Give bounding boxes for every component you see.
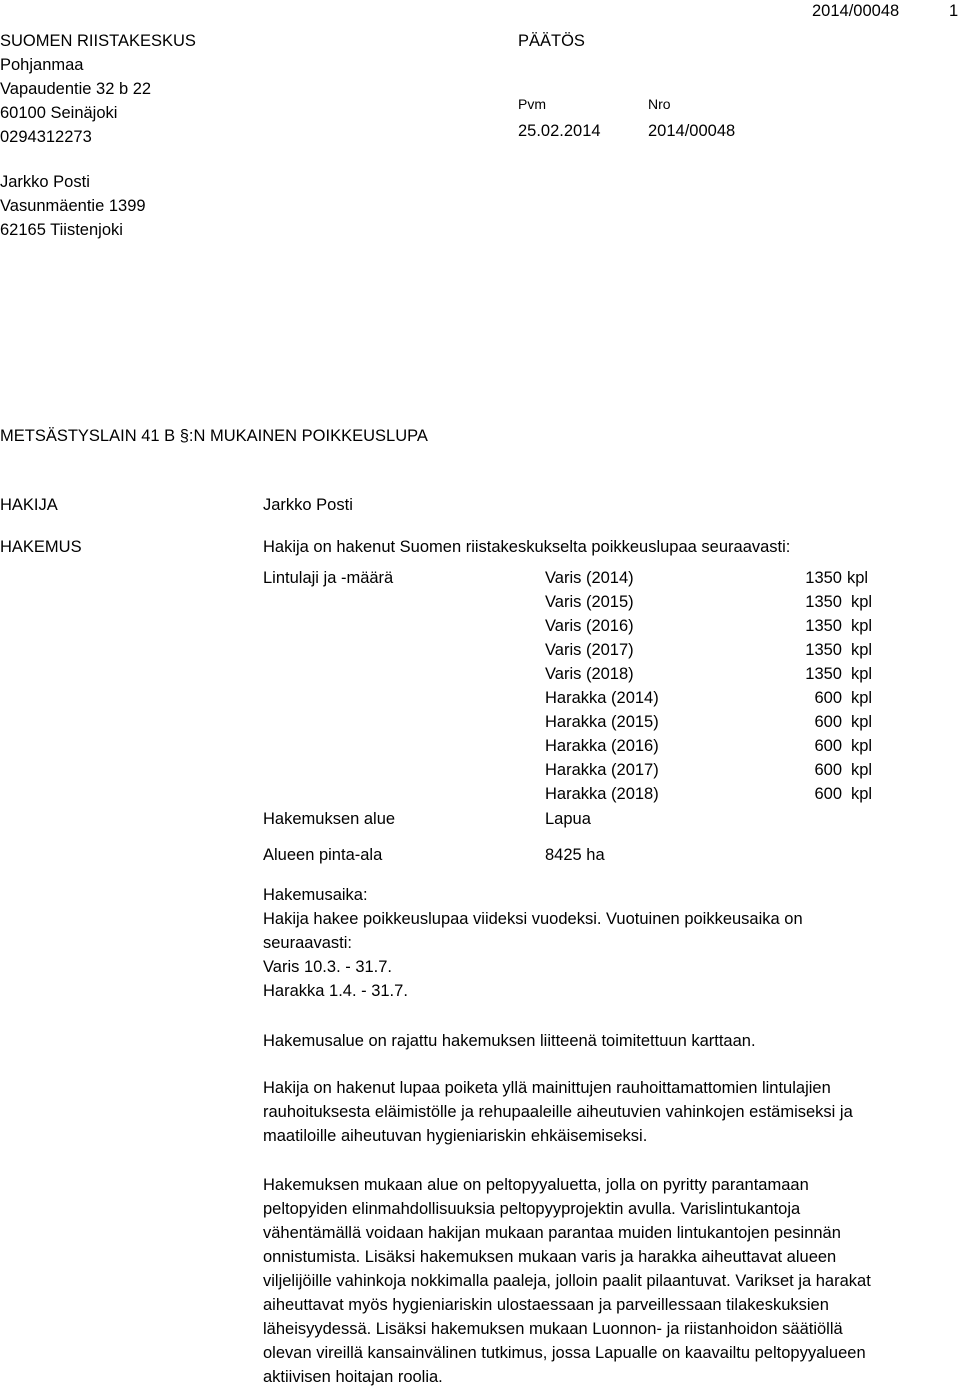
area-value: Lapua: [545, 810, 591, 828]
text-line: Hakija on hakenut lupaa poiketa yllä mainittujen rauhoittamattomien lintulajien: [263, 1079, 831, 1097]
pvm-value: 25.02.2014: [518, 122, 601, 140]
text-line: vähentämällä voidaan hakijan mukaan parantaa muiden lintukantojen pesinnän: [263, 1224, 841, 1242]
species-unit: kpl: [851, 617, 873, 635]
species-unit: kpl: [851, 689, 873, 707]
size-value: 8425 ha: [545, 846, 605, 864]
page-number: 1: [949, 2, 959, 20]
species-unit: kpl: [851, 737, 873, 755]
page-header-ref: 2014/00048: [812, 2, 900, 20]
species-count: 600: [814, 785, 842, 803]
document-heading: METSÄSTYSLAIN 41 B §:N MUKAINEN POIKKEUSLUPA: [0, 427, 428, 445]
paragraph-area-map: Hakemusalue on rajattu hakemuksen liitteenä toimitettuun karttaan.: [263, 1032, 756, 1050]
species-unit: kpl: [851, 665, 873, 683]
species-count: 600: [814, 761, 842, 779]
recipient-street: Vasunmäentie 1399: [0, 197, 146, 215]
text-line: Varis 10.3. - 31.7.: [263, 958, 393, 976]
paragraph-details: [263, 1173, 953, 1389]
species-name: Varis (2014): [545, 569, 634, 587]
text-line: aiheuttavat myös hygieniariskin ulostaessaan ja parveillessaan tilakeskuksien: [263, 1296, 829, 1314]
text-line: onnistumista. Lisäksi hakemuksen mukaan varis ja harakka aiheuttavat alueen: [263, 1248, 837, 1266]
species-name: Harakka (2018): [545, 785, 659, 803]
text-line: peltopyiden elinmahdollisuuksia peltopyyprojektin avulla. Varislintukantoja: [263, 1200, 801, 1218]
pvm-label: Pvm: [518, 96, 546, 112]
area-label: Hakemuksen alue: [263, 810, 396, 828]
species-count: 600: [814, 689, 842, 707]
species-name: Harakka (2016): [545, 737, 659, 755]
species-name: Varis (2018): [545, 665, 634, 683]
species-label: Lintulaji ja -määrä: [263, 569, 394, 587]
species-unit: kpl: [851, 641, 873, 659]
species-name: Harakka (2015): [545, 713, 659, 731]
text-line: Harakka 1.4. - 31.7.: [263, 982, 408, 1000]
text-line: Hakemuksen mukaan alue on peltopyyaluetta, jolla on pyritty parantamaan: [263, 1176, 809, 1194]
recipient-name: Jarkko Posti: [0, 173, 90, 191]
text-line: läheisyydessä. Lisäksi hakemuksen mukaan Luonnon- ja riistanhoidon säätiöllä: [263, 1320, 843, 1338]
nro-label: Nro: [648, 96, 671, 112]
hakija-value: Jarkko Posti: [263, 496, 353, 514]
species-name: Varis (2017): [545, 641, 634, 659]
text-line: seuraavasti:: [263, 934, 352, 952]
species-unit: kpl: [851, 785, 873, 803]
paragraph-reason: [263, 1076, 953, 1148]
species-unit: kpl: [851, 713, 873, 731]
nro-value: 2014/00048: [648, 122, 736, 140]
application-time-block: [263, 883, 953, 1003]
species-unit: kpl: [851, 593, 873, 611]
species-unit: kpl: [847, 569, 869, 587]
species-count: 1350: [805, 665, 842, 683]
text-line: rauhoituksesta eläimistölle ja rehupaaleille aiheutuvien vahinkojen estämiseksi ja: [263, 1103, 853, 1121]
text-line: olevan vireillä kansainvälinen tutkimus, jossa Lapualle on kaavailtu peltopyyalueen: [263, 1344, 866, 1362]
text-line: Hakemusaika:: [263, 886, 368, 904]
species-name: Varis (2016): [545, 617, 634, 635]
species-count: 1350: [805, 569, 842, 587]
hakemus-intro: Hakija on hakenut Suomen riistakeskukselta poikkeuslupaa seuraavasti:: [263, 538, 791, 556]
species-count: 600: [814, 737, 842, 755]
sender-org: SUOMEN RIISTAKESKUS: [0, 32, 196, 50]
species-count: 600: [814, 713, 842, 731]
text-line: viljelijöille vahinkoja nokkimalla paaleja, jolloin paalit pilaantuvat. Varikset ja harakat: [263, 1272, 871, 1290]
sender-city: 60100 Seinäjoki: [0, 104, 118, 122]
species-name: Harakka (2014): [545, 689, 659, 707]
hakija-label: HAKIJA: [0, 496, 58, 514]
species-count: 1350: [805, 641, 842, 659]
size-label: Alueen pinta-ala: [263, 846, 383, 864]
hakemus-label: HAKEMUS: [0, 538, 82, 556]
sender-street: Vapaudentie 32 b 22: [0, 80, 152, 98]
species-name: Harakka (2017): [545, 761, 659, 779]
text-line: maatiloille aiheutuvan hygieniariskin ehkäisemiseksi.: [263, 1127, 648, 1145]
doc-type: PÄÄTÖS: [518, 32, 585, 50]
species-count: 1350: [805, 617, 842, 635]
species-name: Varis (2015): [545, 593, 634, 611]
text-line: Hakija hakee poikkeuslupaa viideksi vuodeksi. Vuotuinen poikkeusaika on: [263, 910, 803, 928]
text-line: aktiivisen hoitajan roolia.: [263, 1368, 443, 1386]
species-unit: kpl: [851, 761, 873, 779]
sender-phone: 0294312273: [0, 128, 92, 146]
recipient-city: 62165 Tiistenjoki: [0, 221, 123, 239]
species-count: 1350: [805, 593, 842, 611]
sender-region: Pohjanmaa: [0, 56, 84, 74]
